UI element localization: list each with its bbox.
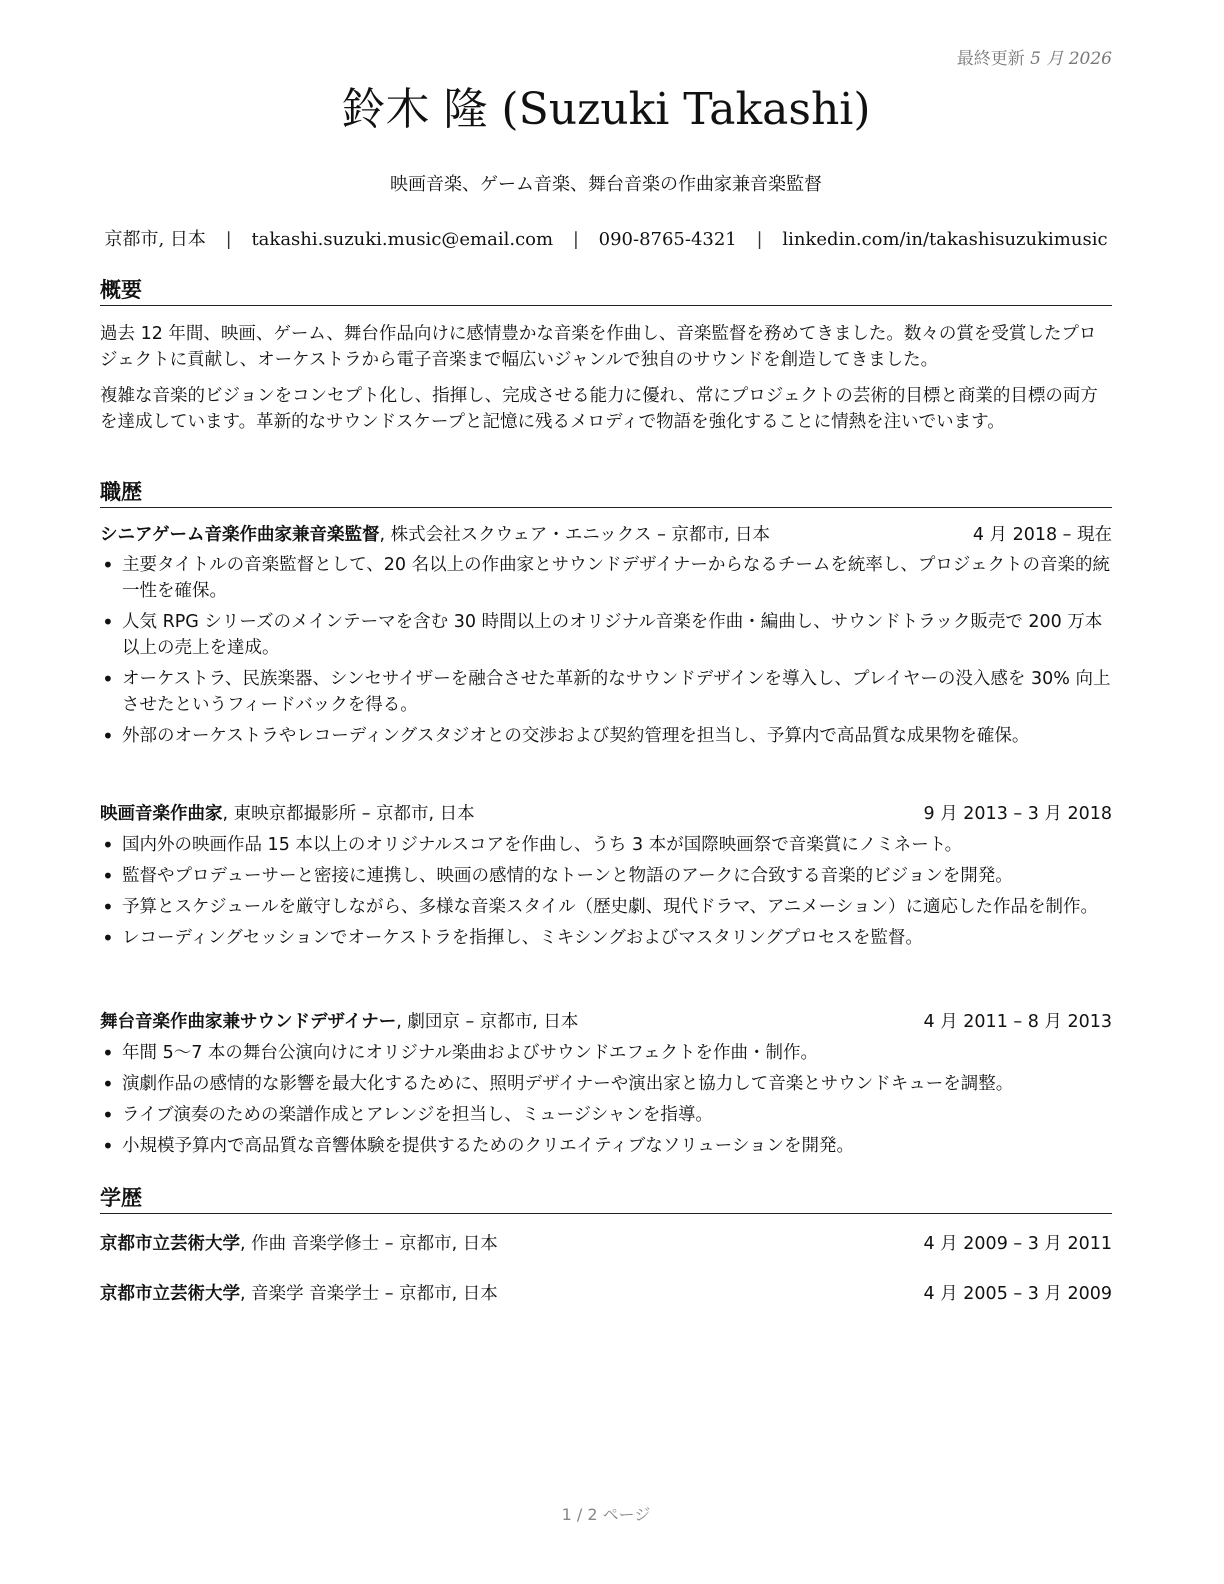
contact-separator: |	[572, 229, 579, 250]
job-organization: , 東映京都撮影所 – 京都市, 日本	[222, 804, 475, 824]
education-school: 京都市立芸術大学	[100, 1234, 240, 1254]
contact-linkedin[interactable]: linkedin.com/in/takashisuzukimusic	[782, 229, 1108, 250]
job-bullet: • 予算とスケジュールを厳守しながら、多様な音楽スタイル（歴史劇、現代ドラマ、アニメーション）に適応した作品を制作。	[100, 894, 1112, 920]
job-bullets	[100, 832, 1112, 956]
last-updated-date: 5 月 2026	[1030, 49, 1112, 69]
resume-page	[100, 0, 1112, 1584]
job-dates: 4 月 2018 – 現在	[972, 525, 1112, 545]
last-updated	[957, 44, 1112, 69]
job-bullet: • 主要タイトルの音楽監督として、20 名以上の作曲家とサウンドデザイナーからなるチームを統率し、プロジェクトの音楽的統一性を確保。	[100, 552, 1112, 604]
education-entry	[100, 1281, 1112, 1307]
job-bullet: • ライブ演奏のための楽譜作成とアレンジを担当し、ミュージシャンを指導。	[100, 1102, 1112, 1128]
job-dates: 9 月 2013 – 3 月 2018	[923, 804, 1112, 824]
job-header	[100, 522, 1112, 548]
job-bullet: • 監督やプロデューサーと密接に連携し、映画の感情的なトーンと物語のアークに合致する音楽的ビジョンを開発。	[100, 863, 1112, 889]
job-header	[100, 1009, 1112, 1035]
summary-paragraph-1: 過去 12 年間、映画、ゲーム、舞台作品向けに感情豊かな音楽を作曲し、音楽監督を務めてきました。数々の賞を受賞したプロジェクトに貢献し、オーケストラから電子音楽まで幅広いジャンルで独自のサウンドを創造してきました。	[100, 324, 1097, 370]
job-dates: 4 月 2011 – 8 月 2013	[923, 1012, 1112, 1032]
contact-separator: |	[756, 229, 763, 250]
summary-paragraph-2: 複雑な音楽的ビジョンをコンセプト化し、指揮し、完成させる能力に優れ、常にプロジェクトの芸術的目標と商業的目標の両方を達成しています。革新的なサウンドスケープと記憶に残るメロディで物語を強化することに情熱を注いでいます。	[100, 386, 1098, 432]
contact-separator: |	[225, 229, 232, 250]
job-bullet: • 小規模予算内で高品質な音響体験を提供するためのクリエイティブなソリューションを開発。	[100, 1133, 1112, 1159]
last-updated-label: 最終更新	[956, 49, 1025, 69]
job-title: 舞台音楽作曲家兼サウンドデザイナー	[100, 1012, 397, 1032]
candidate-tagline: 映画音楽、ゲーム音楽、舞台音楽の作曲家兼音楽監督	[390, 174, 822, 195]
job-bullet: • 外部のオーケストラやレコーディングスタジオとの交渉および契約管理を担当し、予算内で高品質な成果物を確保。	[100, 723, 1112, 749]
experience-heading: 職歴	[100, 480, 1112, 508]
candidate-name: 鈴木 隆 (Suzuki Takashi)	[341, 84, 871, 135]
education-dates: 4 月 2009 – 3 月 2011	[923, 1234, 1112, 1254]
contact-line	[100, 225, 1112, 251]
education-detail: , 作曲 音楽学修士 – 京都市, 日本	[240, 1234, 498, 1254]
job-header	[100, 801, 1112, 827]
contact-location: 京都市, 日本	[104, 229, 206, 250]
job-bullets	[100, 552, 1112, 754]
education-entry	[100, 1231, 1112, 1257]
contact-email[interactable]: takashi.suzuki.music@email.com	[251, 229, 554, 250]
page-number: 1 / 2 ページ	[561, 1505, 651, 1524]
job-bullet: • レコーディングセッションでオーケストラを指揮し、ミキシングおよびマスタリングプロセスを監督。	[100, 925, 1112, 951]
job-organization: , 株式会社スクウェア・エニックス – 京都市, 日本	[379, 525, 771, 545]
job-title: 映画音楽作曲家	[100, 804, 223, 824]
job-bullet: • オーケストラ、民族楽器、シンセサイザーを融合させた革新的なサウンドデザインを導入し、プレイヤーの没入感を 30% 向上させたというフィードバックを得る。	[100, 666, 1112, 718]
education-heading: 学歴	[100, 1186, 1112, 1214]
job-organization: , 劇団京 – 京都市, 日本	[396, 1012, 579, 1032]
job-bullet: • 演劇作品の感情的な影響を最大化するために、照明デザイナーや演出家と協力して音楽とサウンドキューを調整。	[100, 1071, 1112, 1097]
job-bullet: • 人気 RPG シリーズのメインテーマを含む 30 時間以上のオリジナル音楽を作曲・編曲し、サウンドトラック販売で 200 万本以上の売上を達成。	[100, 609, 1112, 661]
education-school: 京都市立芸術大学	[100, 1284, 240, 1304]
contact-phone: 090-8765-4321	[598, 229, 737, 250]
job-title: シニアゲーム音楽作曲家兼音楽監督	[100, 525, 380, 545]
job-bullet: • 国内外の映画作品 15 本以上のオリジナルスコアを作曲し、うち 3 本が国際映画祭で音楽賞にノミネート。	[100, 832, 1112, 858]
summary-heading: 概要	[100, 278, 1112, 306]
job-bullets	[100, 1040, 1112, 1164]
education-dates: 4 月 2005 – 3 月 2009	[923, 1284, 1112, 1304]
education-detail: , 音楽学 音楽学士 – 京都市, 日本	[240, 1284, 498, 1304]
job-bullet: • 年間 5〜7 本の舞台公演向けにオリジナル楽曲およびサウンドエフェクトを作曲・制作。	[100, 1040, 1112, 1066]
